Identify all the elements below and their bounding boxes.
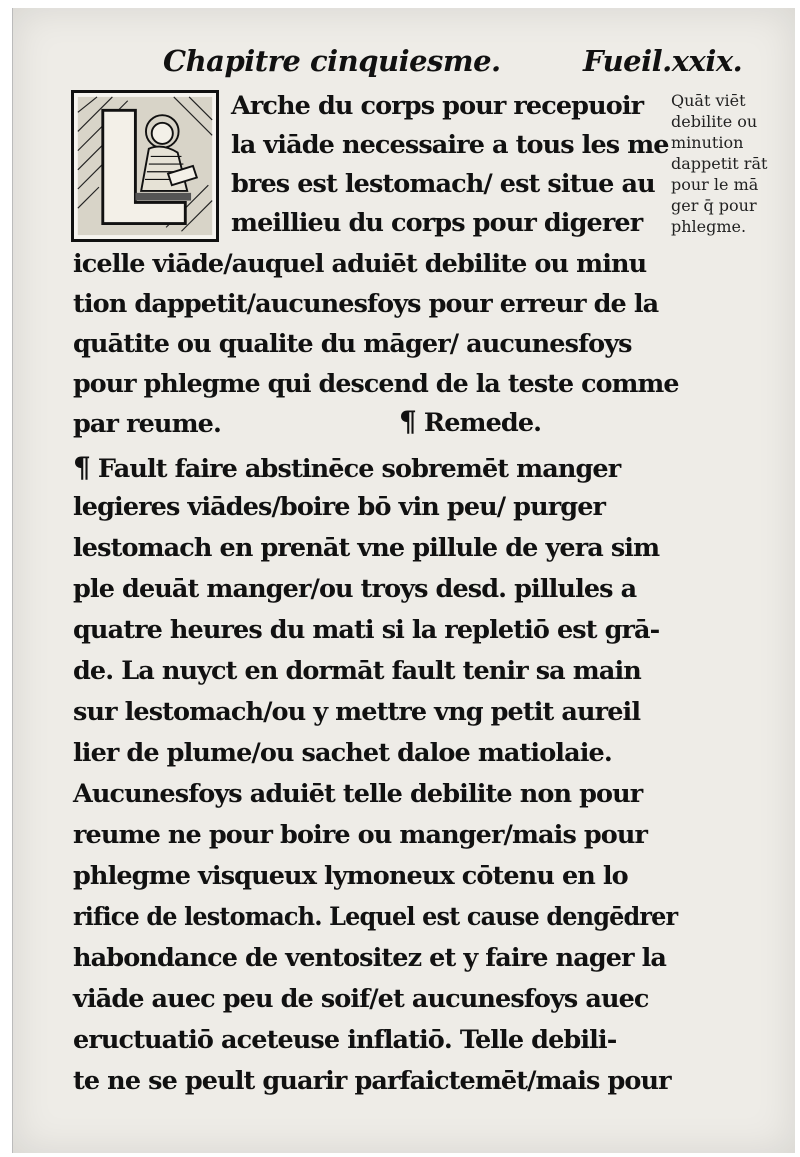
decorated-initial-woodcut xyxy=(74,93,216,239)
pilcrow-icon: ¶ xyxy=(399,405,416,438)
text-line: ple deuāt manger/ou troys desd. pillules a xyxy=(73,574,637,604)
text-line: tion dappetit/aucunesfoys pour erreur de la xyxy=(73,289,659,319)
text-line: viāde auec peu de soif/et aucunesfoys auec xyxy=(73,984,649,1014)
decorated-initial xyxy=(71,90,219,242)
text-line: phlegme visqueux lymoneux cōtenu en lo xyxy=(73,861,628,891)
pilcrow-icon: ¶ xyxy=(73,451,90,484)
margin-note-line: dappetit rāt xyxy=(671,154,768,173)
text-line: quātite ou qualite du māger/ aucunesfoys xyxy=(73,329,632,359)
margin-note xyxy=(671,90,795,237)
margin-note-line: phlegme. xyxy=(671,217,747,236)
text-line: legieres viādes/boire bō vin peu/ purger xyxy=(73,492,606,522)
text-line: Aucunesfoys aduiēt telle debilite non pour xyxy=(73,779,643,809)
section-heading xyxy=(399,405,542,438)
margin-note-line: minution xyxy=(671,133,744,152)
text-line: quatre heures du mati si la repletiō est grā- xyxy=(73,615,660,645)
text-line: lier de plume/ou sachet daloe matiolaie. xyxy=(73,738,612,768)
text-line: la viāde necessaire a tous les me xyxy=(231,130,669,160)
text-line: lestomach en prenāt vne pillule de yera sim xyxy=(73,533,660,563)
margin-note-line: Quāt viēt xyxy=(671,91,746,110)
text-line: reume ne pour boire ou manger/mais pour xyxy=(73,820,648,850)
text-line: Arche du corps pour recepuoir xyxy=(231,91,644,121)
margin-note-line: pour le mā xyxy=(671,175,759,194)
text-line: icelle viāde/auquel aduiēt debilite ou minu xyxy=(73,249,647,279)
text-line: pour phlegme qui descend de la teste comme xyxy=(73,369,679,399)
text-line: eructuatiō aceteuse inflatiō. Telle debili- xyxy=(73,1025,617,1055)
text-line: te ne se peult guarir parfaictemēt/mais pour xyxy=(73,1066,671,1096)
text-line: habondance de ventositez et y faire nager la xyxy=(73,943,666,973)
text-line: rifice de lestomach. Lequel est cause dengēdrer xyxy=(73,902,678,932)
text-line: de. La nuyct en dormāt fault tenir sa main xyxy=(73,656,641,686)
text-line: ¶ Fault faire abstinēce sobremēt manger xyxy=(73,451,621,484)
remede-heading: Remede. xyxy=(423,408,542,438)
text-line: sur lestomach/ou y mettre vng petit aureil xyxy=(73,697,641,727)
text-line: par reume. xyxy=(73,409,221,439)
text-line: meillieu du corps pour digerer xyxy=(231,208,643,238)
text-line: bres est lestomach/ est situe au xyxy=(231,169,655,199)
book-page xyxy=(12,8,795,1153)
margin-note-line: debilite ou xyxy=(671,112,758,131)
folio-number: Fueil.xxix. xyxy=(583,44,743,78)
running-header xyxy=(163,44,783,88)
chapter-title: Chapitre cinquiesme. xyxy=(163,44,501,78)
margin-note-line: ger q̄ pour xyxy=(671,196,757,215)
